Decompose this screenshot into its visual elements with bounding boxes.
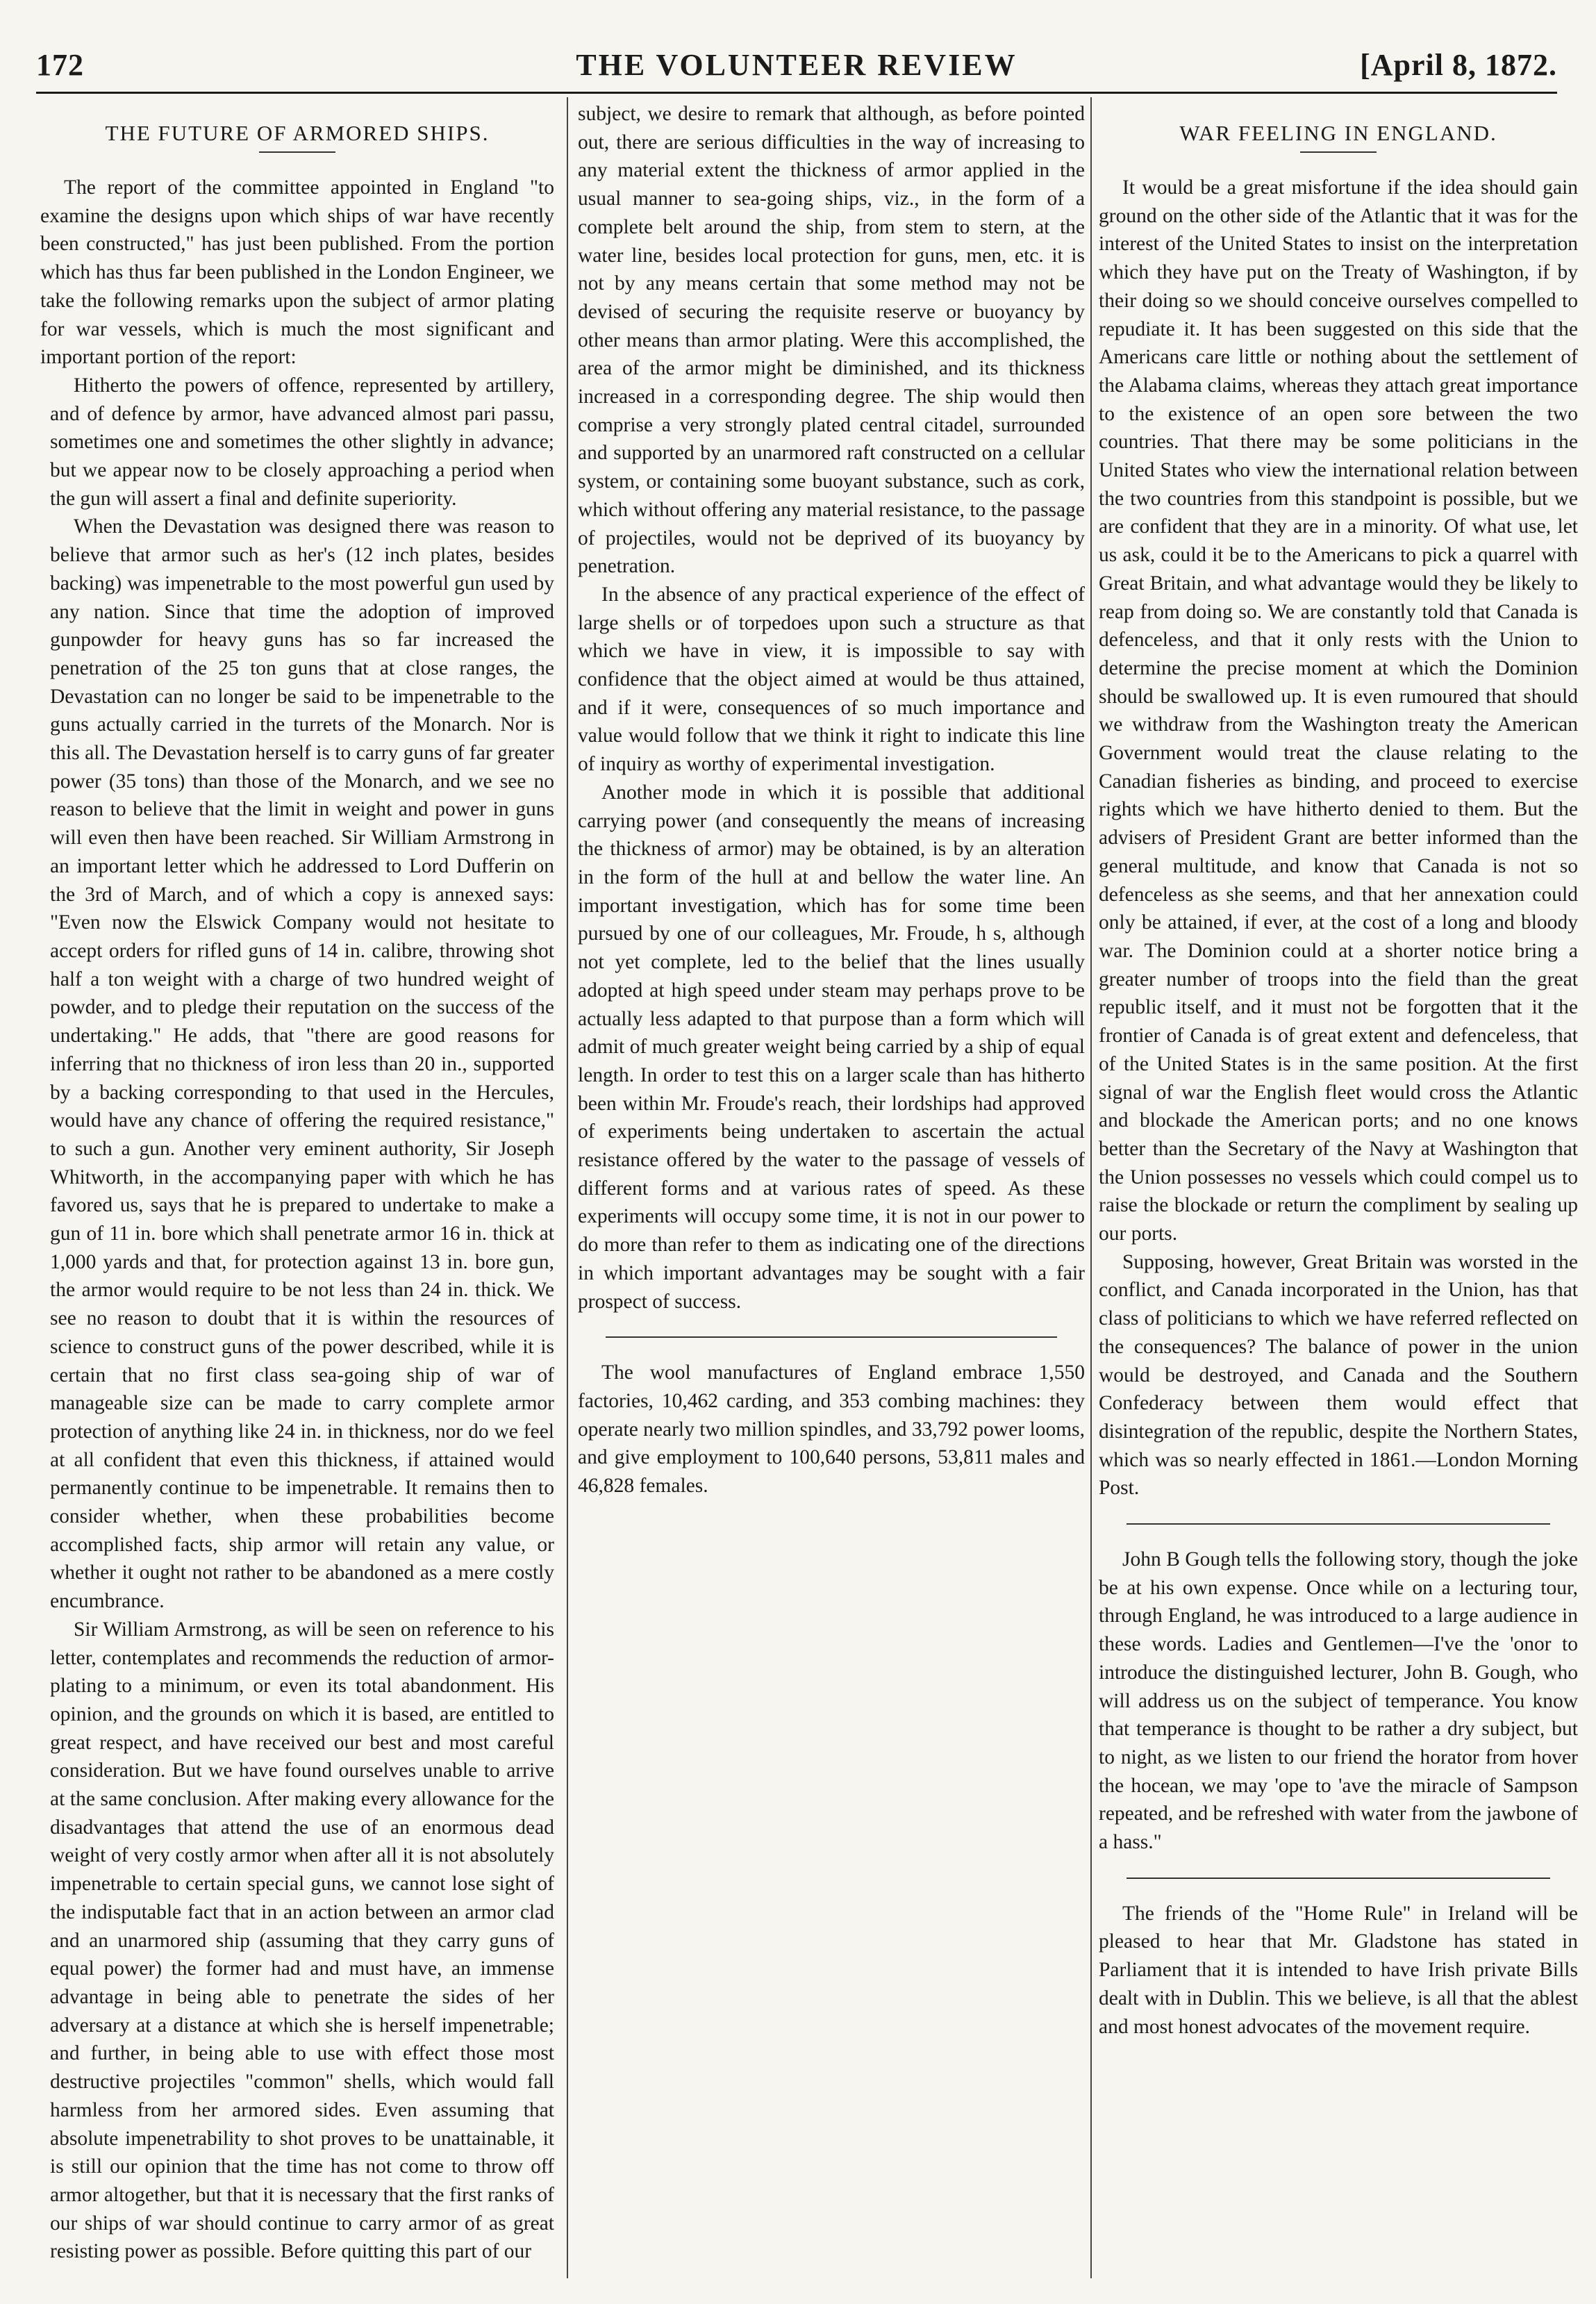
article-paragraph: Another mode in which it is possible that additional carrying power (and consequently the means of increasing the thickness of armor) may be obtained, is by an alteration in the form of the hull at and bellow the water line. An important investigation, which has for some time been pursued by one of our colleagues, Mr. Froude, h s, although not yet complete, led to the belief that the lines usually adopted at high speed under steam may perhaps prove to be actually less adapted to that purpose than a form which will admit of much greater weight being carried by a ship of equal length. In order to test this on a larger scale than has hitherto been within Mr. Froude's reach, their lordships had approved of experiments being undertaken to ascertain the actual resistance offered by the water to the passage of vessels of different forms and at various rates of speed. As these experiments will occupy some time, it is not in our power to do more than refer to them as indicating one of the directions in which important advantages may be sought with a fair prospect of success. [578,781,1085,1313]
newspaper-title: THE VOLUNTEER REVIEW [576,48,1017,82]
article-paragraph: The wool manufactures of England embrace 1,550 factories, 10,462 carding, and 353 combing machines: they operate nearly two million spindles, and 33,792 power looms, and give employment to 100,640 persons, 53,811 males and 46,828 females. [578,1361,1085,1498]
column-2 [578,100,1085,2274]
article-paragraph: The report of the committee appointed in England "to examine the designs upon which ships of war have recently been constructed," has just been published. From the portion which has thus far been published in the London Engineer, we take the following remarks upon the subject of armor plating for war vessels, which is much the most significant and important portion of the report: [40,176,554,369]
heading-rule [259,151,335,153]
article-divider [1127,1878,1550,1879]
column-1 [40,100,554,2274]
article-paragraph: The friends of the "Home Rule" in Ireland will be pleased to hear that Mr. Gladstone has stated in Parliament that it is intended to have Irish private Bills dealt with in Dublin. This we believe, is all that the ablest and most honest advocates of the movement require. [1099,1902,1578,2038]
column-divider [1090,97,1092,2278]
article-paragraph: John B Gough tells the following story, though the joke be at his own expense. Once while on a lecturing tour, through England, he was introduced to a large audience in these words. Ladies and Gentlemen—I've the 'onor to introduce the distinguished lecturer, John B. Gough, who will address us on the subject of temperance. You know that temperance is thought to be rather a dry subject, but to night, as we listen to our friend the horator from hover the hocean, we may 'ope to 'ave the miracle of Sampson repeated, and be refreshed with water from the jawbone of a hass." [1099,1548,1578,1854]
article-paragraph: Supposing, however, Great Britain was worsted in the conflict, and Canada incorporated in the Union, has that class of politicians to which we have referred reflected on the consequences? The balance of power in the union would be destroyed, and Canada and the Southern Confederacy between them would effect that disintegration of the republic, despite the Northern States, which was so nearly effected in 1861.—London Morning Post. [1099,1250,1578,1500]
article-paragraph: Hitherto the powers of offence, represented by artillery, and of defence by armor, have advanced almost pari passu, sometimes one and sometimes the other slightly in advance; but we appear now to be closely approaching a period when the gun will assert a final and definite superiority. [50,374,554,510]
heading-rule [1300,151,1377,153]
article-divider [1127,1523,1550,1525]
article-divider [606,1336,1057,1338]
article-paragraph: In the absence of any practical experience of the effect of large shells or of torpedoes upon such a structure as that which we have in view, it is impossible to say with confidence that the object aimed at would be thus attained, and if it were, consequences of so much importance and value would follow that we think it right to indicate this line of inquiry as worthy of experimental investigation. [578,583,1085,776]
article-paragraph: When the Devastation was designed there was reason to believe that armor such as her's (12 inch plates, besides backing) was impenetrable to the most powerful gun used by any nation. Since that time the adoption of improved gunpowder for heavy guns has so far increased the penetration of the 25 ton guns that at close ranges, the Devastation can no longer be said to be impenetrable to the guns actually carried in the turrets of the Monarch. Nor is this all. The Devastation herself is to carry guns of far greater power (35 tons) than those of the Monarch, and we see no reason to believe that the limit in weight and power in guns will even then have been reached. Sir William Armstrong in an important letter which he addressed to Lord Dufferin on the 3rd of March, and of which a copy is annexed says: "Even now the Elswick Company would not hesitate to accept orders for rifled guns of 14 in. calibre, throwing shot half a ton weight with a charge of two hundred weight of powder, and to pledge their reputation on the success of the undertaking." He adds, that "there are good reasons for inferring that no thickness of iron less than 20 in., supported by a backing corresponding to that used in the Hercules, would have any chance of offering the required resistance," to such a gun. Another very eminent authority, Sir Joseph Whitworth, in the accompanying paper with which he has favored us, says that he is prepared to undertake to make a gun of 11 in. bore which shall penetrate armor 16 in. thick at 1,000 yards and that, for protection against 13 in. bore gun, the armor would require to be not less than 24 in. thick. We see no reason to doubt that it is within the resources of science to construct guns of the power described, while it is certain that no first class sea-going ship of war of manageable size can be made to carry complete armor protection of anything like 24 in. in thickness, nor do we feel at all confident that even this thickness, if attained would permanently continue to be impenetrable. It remains then to consider whether, when these probabilities become accomplished facts, ship armor will retain any value, or whether it ought not rather to be abandoned as a mere costly encumbrance. [50,515,554,1613]
article-paragraph-continued: subject, we desire to remark that although, as before pointed out, there are serious difficulties in the way of increasing to any material extent the thickness of armor applied in the usual manner to sea-going ships, viz., in the form of a complete belt around the ship, from stem to stern, at the water line, besides local protection for guns, men, etc. it is not by any means certain that some method may not be devised of securing the requisite reserve or buoyancy by other means than armor plating. Were this accomplished, the area of the armor might be diminished, and its thickness increased in a corresponding degree. The ship would then comprise a very strongly plated central citadel, surrounded and supported by an unarmored raft constructed on a cellular system, or containing some buoyant substance, such as cork, which without offering any material resistance, to the passage of projectiles, would not be deprived of its buoyancy by penetration. [578,103,1085,578]
issue-date: [April 8, 1872. [1360,48,1557,82]
column-3 [1099,100,1578,2274]
header-rule [36,92,1557,94]
article-paragraph: Sir William Armstrong, as will be seen on reference to his letter, contemplates and recommends the reduction of armor-plating to a minimum, or even its total abandonment. His opinion, and the grounds on which it is based, are entitled to great respect, and have received our best and most careful consideration. But we have found ourselves unable to arrive at the same conclusion. After making every allowance for the disadvantages that attend the use of an enormous dead weight of very costly armor when after all it is not absolutely impenetrable to certain special guns, we cannot lose sight of the indisputable fact that in an action between an armor clad and an unarmored ship (assuming that they carry guns of equal power) the former had and must have, an immense advantage in being able to penetrate the sides of her adversary at a distance at which she is herself impenetrable; and further, in being able to use with effect those most destructive projectiles "common" shells, which would fall harmless from her armored sides. Even assuming that absolute impenetrability to shot proves to be unattainable, it is still our opinion that the time has not come to throw off armor altogether, but that it is necessary that the first ranks of our ships of war should continue to carry armor of as great resisting power as possible. Before quitting this part of our [50,1618,554,2263]
article-heading: WAR FEELING IN ENGLAND. [1179,121,1497,145]
article-heading: THE FUTURE OF ARMORED SHIPS. [105,121,490,145]
page-header [36,47,1557,92]
page-number: 172 [36,48,84,82]
article-paragraph: It would be a great misfortune if the idea should gain ground on the other side of the Atlantic that it was for the interest of the United States to insist on the interpretation which they have put on the Treaty of Washington, if by their doing so we should conceive ourselves compelled to repudiate it. It has been suggested on this side that the Americans care little or nothing about the settlement of the Alabama claims, whereas they attach great importance to the existence of an open sore between the two countries. That there may be some politicians in the United States who view the international relation between the two countries from this standpoint is possible, but we are confident that they are in a minority. Of what use, let us ask, could it be to the Americans to pick a quarrel with Great Britain, and what advantage would they be likely to reap from doing so. We are constantly told that Canada is defenceless, and that it only rests with the Union to determine the precise moment at which the Dominion should be swallowed up. It is even rumoured that should we withdraw from the Washington treaty the American Government would treat the clause relating to the Canadian fisheries as binding, and proceed to exercise rights which we have hitherto denied to them. But the advisers of President Grant are better informed than the general multitude, and know that Canada is not so defenceless as she seems, and that her annexation could only be attained, if ever, at the cost of a long and bloody war. The Dominion could at a shorter notice bring a greater number of troops into the field than the great republic itself, and it must not be forgotten that it the frontier of Canada is of great extent and defenceless, that of the United States is in the same position. At the first signal of war the English fleet would cross the Atlantic and blockade the American ports; and no one knows better than the Secretary of the Navy at Washington that the Union possesses no vessels which could compel us to raise the blockade or return the compliment by sealing up our ports. [1099,176,1578,1245]
column-divider [567,97,568,2278]
